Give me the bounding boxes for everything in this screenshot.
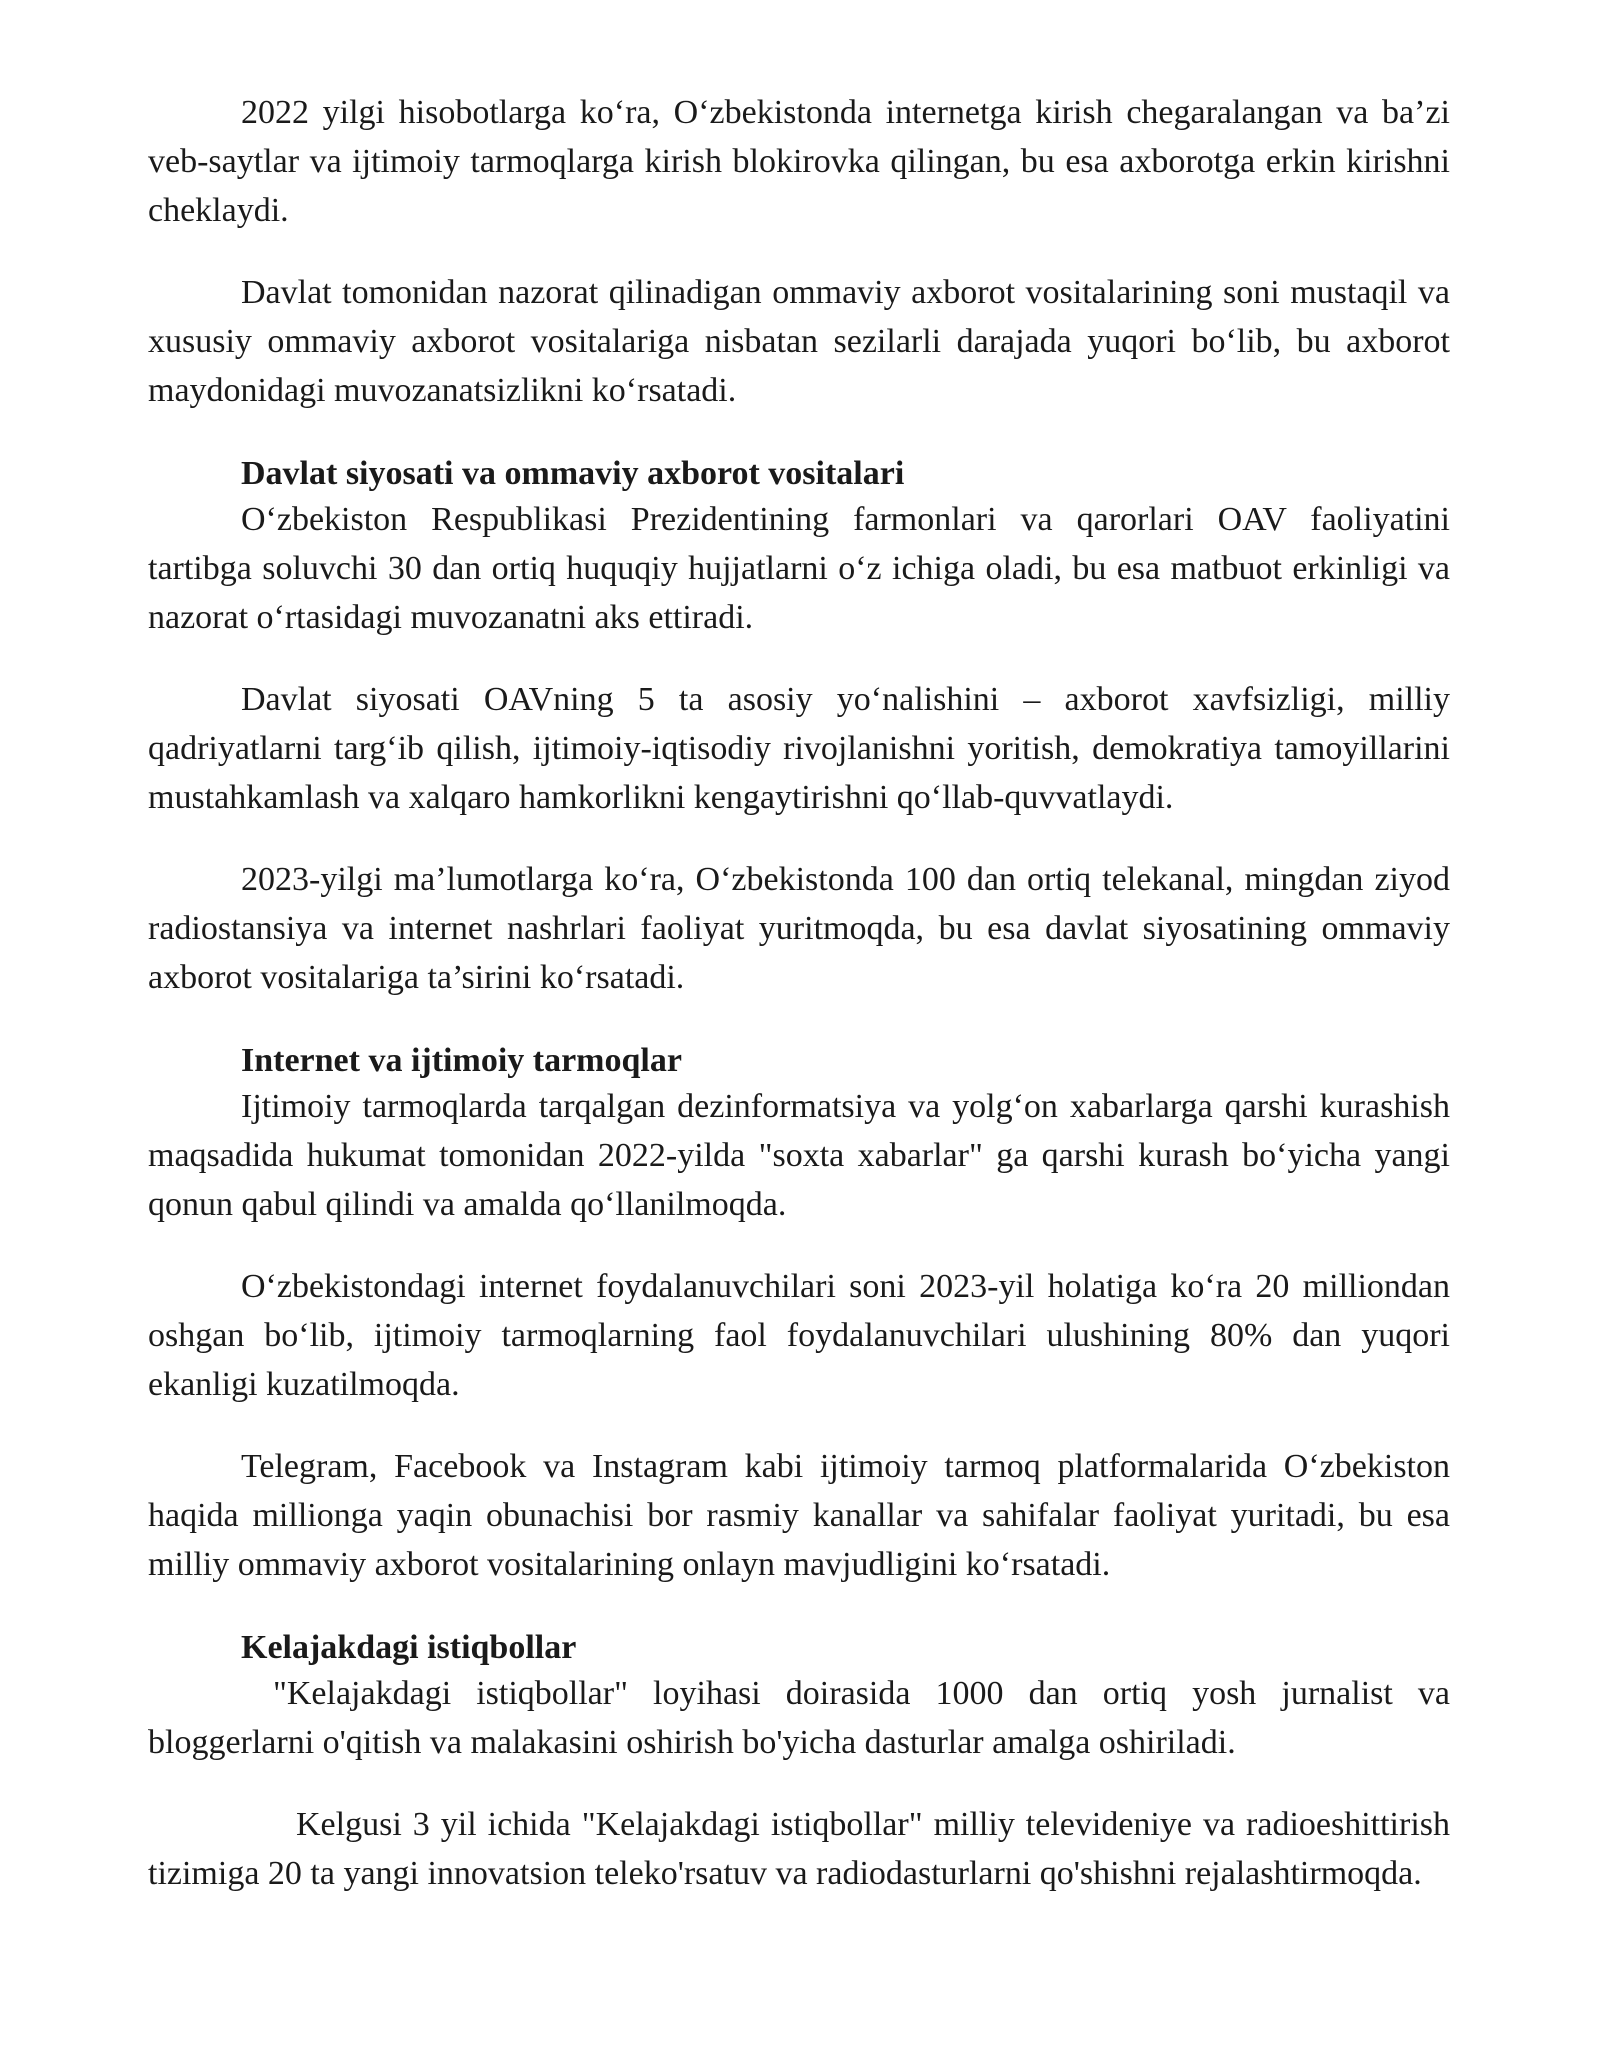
paragraph-policy-directions: Davlat siyosati OAVning 5 ta asosiy yo‘nalishini – axborot xavfsizligi, milliy qadriyatlarni targ‘ib qilish, ijtimoiy-iqtisodiy rivojlanishni yoritish, demokratiya tamoyillarini mustahkamlash va xalqaro hamkorlikni kengaytirishni qo‘llab-quvvatlaydi. — [148, 681, 1450, 816]
heading-state-policy: Davlat siyosati va ommaviy axborot vositalari — [241, 455, 905, 492]
paragraph-internet-users: O‘zbekistondagi internet foydalanuvchilari soni 2023-yil holatiga ko‘ra 20 milliondan oshgan bo‘lib, ijtimoiy tarmoqlarning faol foydalanuvchilari ulushining 80% dan yuqori ekanligi kuzatilmoqda. — [148, 1268, 1450, 1403]
paragraph-social-platforms: Telegram, Facebook va Instagram kabi ijtimoiy tarmoq platformalarida O‘zbekiston haqida millionga yaqin obunachisi bor rasmiy kanallar va sahifalar faoliyat yuritadi, bu esa milliy ommaviy axborot vositalarining onlayn mavjudligini ko‘rsatadi. — [148, 1448, 1450, 1583]
paragraph-media-statistics: 2023-yilgi ma’lumotlarga ko‘ra, O‘zbekistonda 100 dan ortiq telekanal, mingdan ziyod radiostansiya va internet nashrlari faoliyat yuritmoqda, bu esa davlat siyosatining ommaviy axborot vositalariga ta’sirini ko‘rsatadi. — [148, 861, 1450, 996]
paragraph-fake-news-law: Ijtimoiy tarmoqlarda tarqalgan dezinformatsiya va yolg‘on xabarlarga qarshi kurashish maqsadida hukumat tomonidan 2022-yilda "soxta xabarlar" ga qarshi kurash bo‘yicha yangi qonun qabul qilindi va amalda qo‘llanilmoqda. — [148, 1088, 1450, 1223]
heading-future-prospects: Kelajakdagi istiqbollar — [241, 1629, 577, 1666]
heading-internet-social: Internet va ijtimoiy tarmoqlar — [241, 1042, 682, 1079]
paragraph-journalist-training: "Kelajakdagi istiqbollar" loyihasi doirasida 1000 dan ortiq yosh jurnalist va bloggerlarni o'qitish va malakasini oshirish bo'yicha dasturlar amalga oshiriladi. — [148, 1675, 1450, 1761]
document-page — [148, 88, 1450, 1898]
paragraph-presidential-decrees: O‘zbekiston Respublikasi Prezidentining farmonlari va qarorlari OAV faoliyatini tartibga soluvchi 30 dan ortiq huquqiy hujjatlarni o‘z ichiga oladi, bu esa matbuot erkinligi va nazorat o‘rtasidagi muvozanatni aks ettiradi. — [148, 501, 1450, 636]
paragraph-state-media-count: Davlat tomonidan nazorat qilinadigan ommaviy axborot vositalarining soni mustaqil va xususiy ommaviy axborot vositalariga nisbatan sezilarli darajada yuqori bo‘lib, bu axborot maydonidagi muvozanatsizlikni ko‘rsatadi. — [148, 274, 1450, 409]
paragraph-new-programs: Kelgusi 3 yil ichida "Kelajakdagi istiqbollar" milliy televideniye va radioeshittirish tizimiga 20 ta yangi innovatsion teleko'rsatuv va radiodasturlarni qo'shishni rejalashtirmoqda. — [148, 1806, 1450, 1892]
paragraph-internet-restrictions: 2022 yilgi hisobotlarga ko‘ra, O‘zbekistonda internetga kirish chegaralangan va ba’zi veb-saytlar va ijtimoiy tarmoqlarga kirish blokirovka qilingan, bu esa axborotga erkin kirishni cheklaydi. — [148, 94, 1450, 229]
